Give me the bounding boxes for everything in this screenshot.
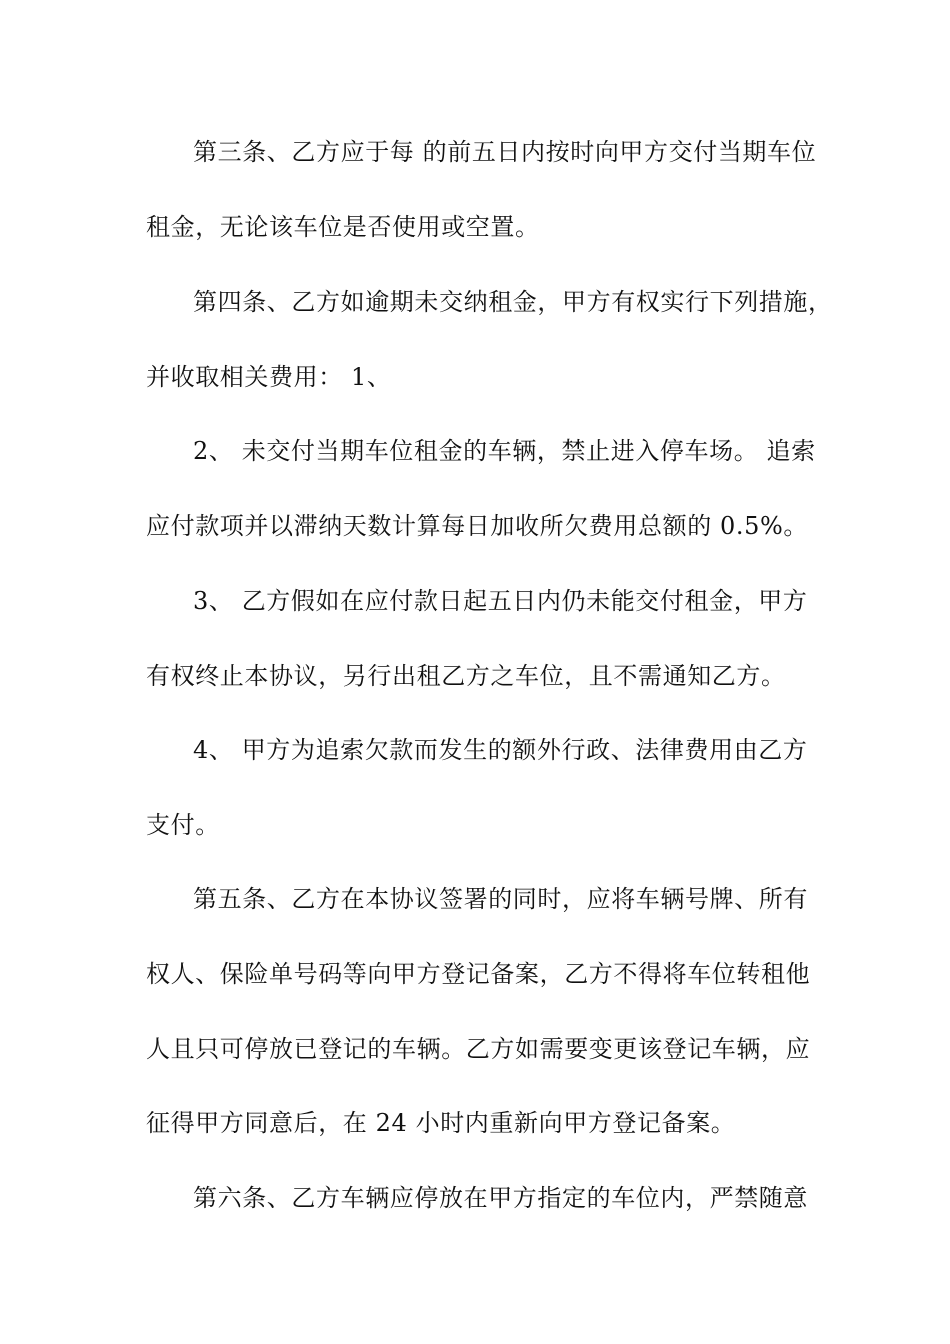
text-line-7: 3、 乙方假如在应付款日起五日内仍未能交付租金，甲方 (193, 587, 808, 615)
text-line-9: 4、 甲方为追索欠款而发生的额外行政、法律费用由乙方 (193, 736, 808, 764)
text-line-15: 第六条、乙方车辆应停放在甲方指定的车位内，严禁随意 (193, 1184, 808, 1212)
text-line-14: 征得甲方同意后，在 24 小时内重新向甲方登记备案。 (146, 1109, 736, 1137)
text-line-4: 并收取相关费用： 1、 (146, 363, 392, 391)
text-line-1: 第三条、乙方应于每 的前五日内按时向甲方交付当期车位 (193, 138, 817, 166)
text-line-5: 2、 未交付当期车位租金的车辆，禁止进入停车场。 追索 (193, 437, 816, 465)
text-line-6: 应付款项并以滞纳天数计算每日加收所欠费用总额的 0.5%。 (146, 512, 808, 540)
text-line-2: 租金，无论该车位是否使用或空置。 (146, 213, 540, 241)
text-line-12: 权人、保险单号码等向甲方登记备案，乙方不得将车位转租他 (146, 960, 811, 988)
text-line-13: 人且只可停放已登记的车辆。乙方如需要变更该登记车辆，应 (146, 1035, 811, 1063)
text-line-8: 有权终止本协议，另行出租乙方之车位，且不需通知乙方。 (146, 662, 786, 690)
text-line-10: 支付。 (146, 811, 220, 839)
text-line-3: 第四条、乙方如逾期未交纳租金，甲方有权实行下列措施， (193, 288, 833, 316)
text-line-11: 第五条、乙方在本协议签署的同时，应将车辆号牌、所有 (193, 885, 808, 913)
